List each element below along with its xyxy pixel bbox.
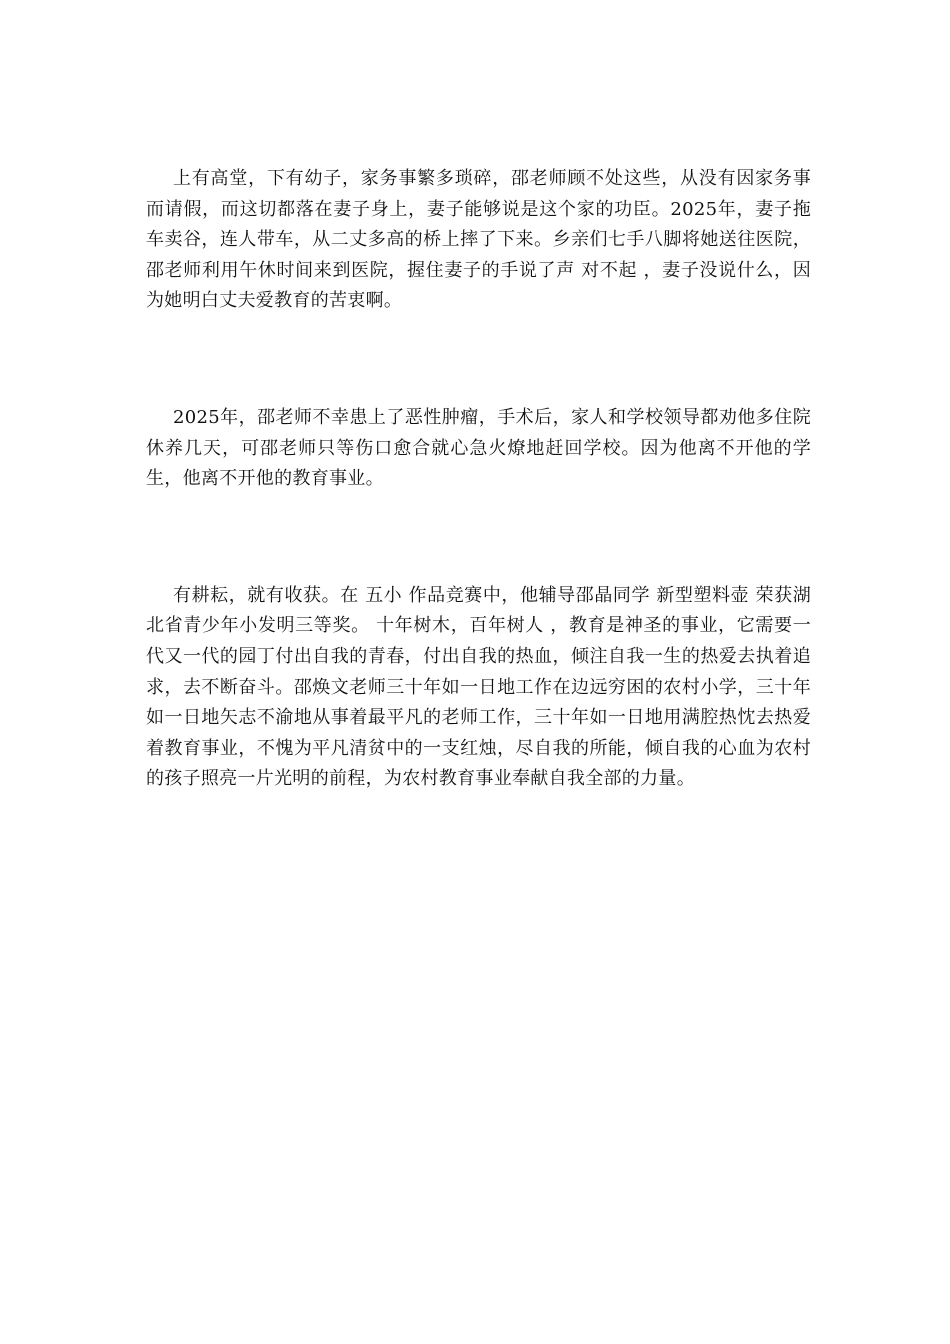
paragraph-family-sacrifice: 上有高堂，下有幼子，家务事繁多琐碎，邵老师顾不处这些，从没有因家务事而请假，而这切都落在妻子身上，妻子能够说是这个家的功臣。2025年，妻子拖车卖谷，连人带车，从二丈多高的桥上摔了下来。乡亲们七手八脚将她送往医院，邵老师利用午休时间来到医院，握住妻子的手说了声 对不起 ，妻子没说什么，因为她明白丈夫爱教育的苦衷啊。: [146, 168, 811, 312]
paragraph-illness: 2025年，邵老师不幸患上了恶性肿瘤，手术后，家人和学校领导都劝他多住院休养几天，可邵老师只等伤口愈合就心急火燎地赶回学校。因为他离不开他的学生，他离不开他的教育事业。: [146, 406, 811, 490]
document-body: [146, 164, 811, 795]
paragraph-achievement: 有耕耘，就有收获。在 五小 作品竞赛中，他辅导邵晶同学 新型塑料壶 荣获湖北省青少年小发明三等奖。 十年树木，百年树人 ，教育是神圣的事业，它需要一代又一代的园丁付出自我的青春，付出自我的热血，倾注自我一生的热爱去执着追求，去不断奋斗。邵焕文老师三十年如一日地工作在边远穷困的农村小学，三十年如一日地矢志不渝地从事着最平凡的老师工作，三十年如一日地用满腔热忱去热爱着教育事业，不愧为平凡清贫中的一支红烛，尽自我的所能，倾自我的心血为农村的孩子照亮一片光明的前程，为农村教育事业奉献自我全部的力量。: [146, 584, 811, 790]
